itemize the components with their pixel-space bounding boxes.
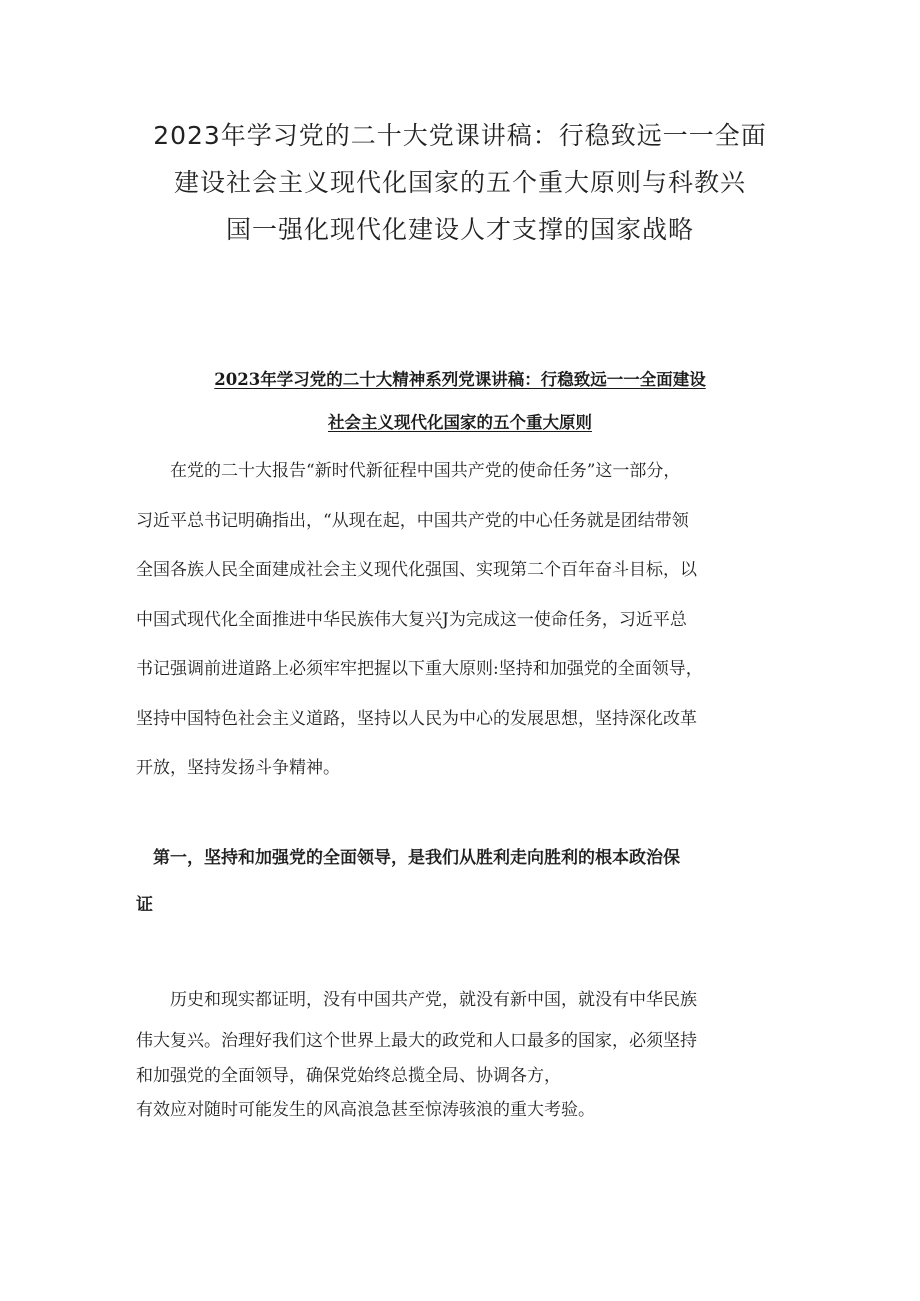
heading-line: 证 <box>136 895 153 915</box>
paragraph-line: 和加强党的全面领导，确保党始终总揽全局、协调各方， <box>136 1066 561 1086</box>
document-title <box>100 112 820 253</box>
body-paragraph <box>136 980 796 1131</box>
title-line: 2023年学习党的二十大党课讲稿：行稳致远一一全面 <box>153 121 767 150</box>
section-subtitle <box>120 358 800 444</box>
title-line: 建设社会主义现代化国家的五个重大原则与科教兴 <box>173 168 746 197</box>
heading-line: 第一，坚持和加强党的全面领导，是我们从胜利走向胜利的根本政治保 <box>136 848 680 868</box>
subtitle-line: 2023年学习党的二十大精神系列党课讲稿：行稳致远一一全面建设 <box>214 370 706 389</box>
paragraph-line: 伟大复兴。治理好我们这个世界上最大的政党和人口最多的国家，必须坚持 <box>136 1031 697 1051</box>
paragraph-line: 习近平总书记明确指出，“从现在起，中国共产党的中心任务就是团结带领 <box>136 510 689 531</box>
paragraph-line: 有效应对随时可能发生的风高浪急甚至惊涛骇浪的重大考验。 <box>136 1100 595 1120</box>
subtitle-line: 社会主义现代化国家的五个重大原则 <box>328 413 592 432</box>
paragraph-line: 历史和现实都证明，没有中国共产党，就没有新中国，就没有中华民族 <box>136 990 697 1010</box>
paragraph-line: 开放，坚持发扬斗争精神。 <box>136 758 340 778</box>
section-heading-first <box>136 835 796 929</box>
paragraph-line: 书记强调前进道路上必须牢牢把握以下重大原则:坚持和加强党的全面领导， <box>136 659 703 679</box>
paragraph-line: 中国式现代化全面推进中华民族伟大复兴J为完成这一使命任务，习近平总 <box>136 609 687 630</box>
paragraph-line: 全国各族人民全面建成社会主义现代化强国、实现第二个百年奋斗目标，以 <box>136 560 697 580</box>
intro-paragraph <box>136 447 796 794</box>
paragraph-line: 坚持中国特色社会主义道路，坚持以人民为中心的发展思想，坚持深化改革 <box>136 708 697 729</box>
title-line: 国一强化现代化建设人才支撑的国家战略 <box>225 215 694 244</box>
paragraph-line: 在党的二十大报告“新时代新征程中国共产党的使命任务”这一部分， <box>136 461 681 481</box>
